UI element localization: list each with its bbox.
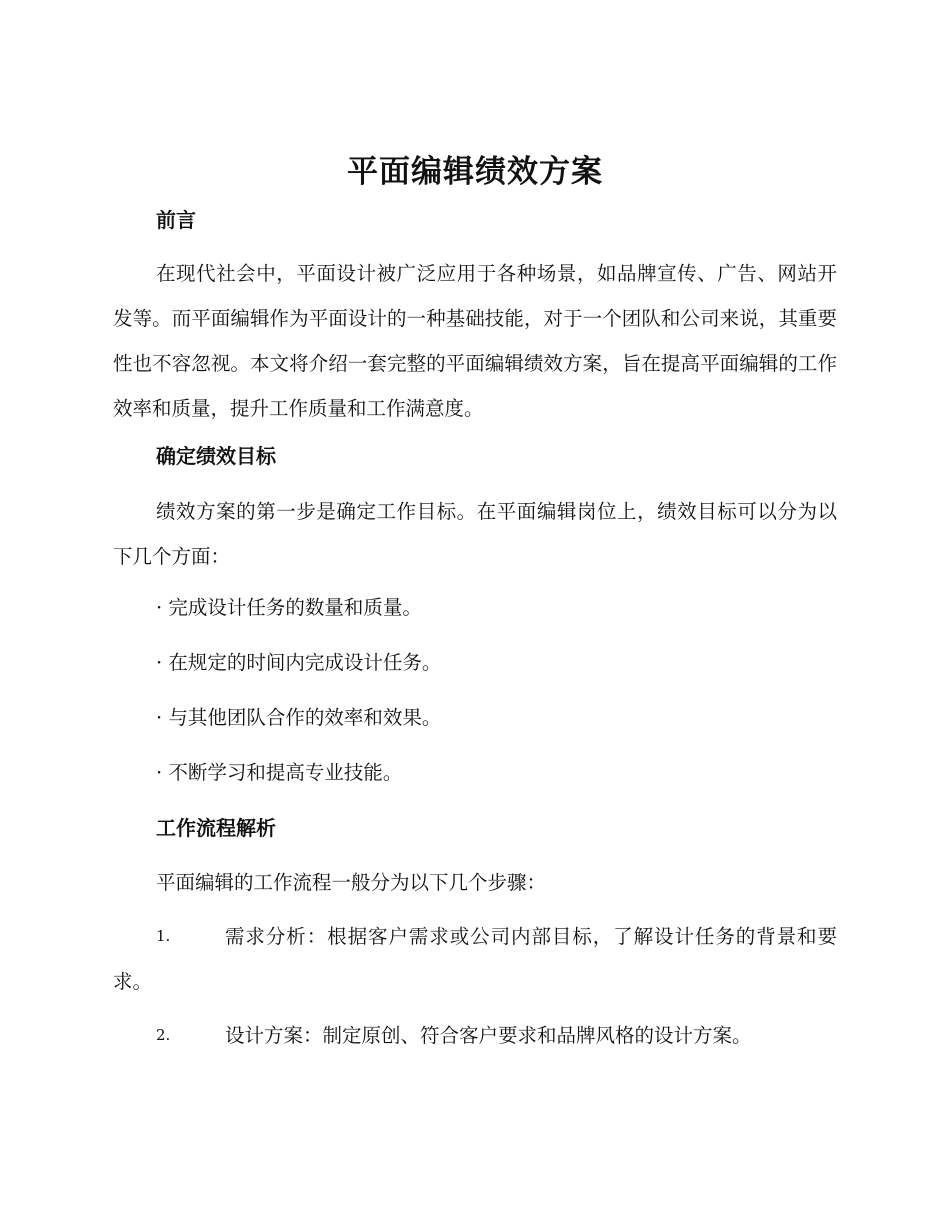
workflow-intro: 平面编辑的工作流程一般分为以下几个步骤： (156, 871, 547, 894)
goal-bullet-4: · 不断学习和提高专业技能。 (156, 761, 403, 784)
step-text: 需求分析：根据客户需求或公司内部目标，了解设计任务的背景和要求。 (113, 925, 837, 993)
workflow-step-1 (113, 914, 837, 1004)
document-title: 平面编辑绩效方案 (347, 154, 603, 190)
section-heading-goals: 确定绩效目标 (156, 444, 276, 468)
goal-bullet-2: · 在规定的时间内完成设计任务。 (156, 651, 442, 674)
preface-paragraph: 在现代社会中，平面设计被广泛应用于各种场景，如品牌宣传、广告、网站开发等。而平面编辑作为平面设计的一种基础技能，对于一个团队和公司来说，其重要性也不容忽视。本文将介绍一套完整的平面编辑绩效方案，旨在提高平面编辑的工作效率和质量，提升工作质量和工作满意度。 (113, 262, 837, 420)
step-number: 2. (156, 1026, 171, 1044)
section-heading-preface: 前言 (156, 208, 196, 232)
goal-bullet-3: · 与其他团队合作的效率和效果。 (156, 706, 442, 729)
goals-paragraph: 绩效方案的第一步是确定工作目标。在平面编辑岗位上，绩效目标可以分为以下几个方面： (113, 500, 837, 568)
step-text: 设计方案：制定原创、符合客户要求和品牌风格的设计方案。 (225, 1024, 752, 1047)
section-heading-workflow: 工作流程解析 (156, 816, 276, 840)
goal-bullet-1: · 完成设计任务的数量和质量。 (156, 596, 422, 619)
workflow-step-2 (113, 1013, 837, 1058)
step-number: 1. (156, 927, 171, 945)
